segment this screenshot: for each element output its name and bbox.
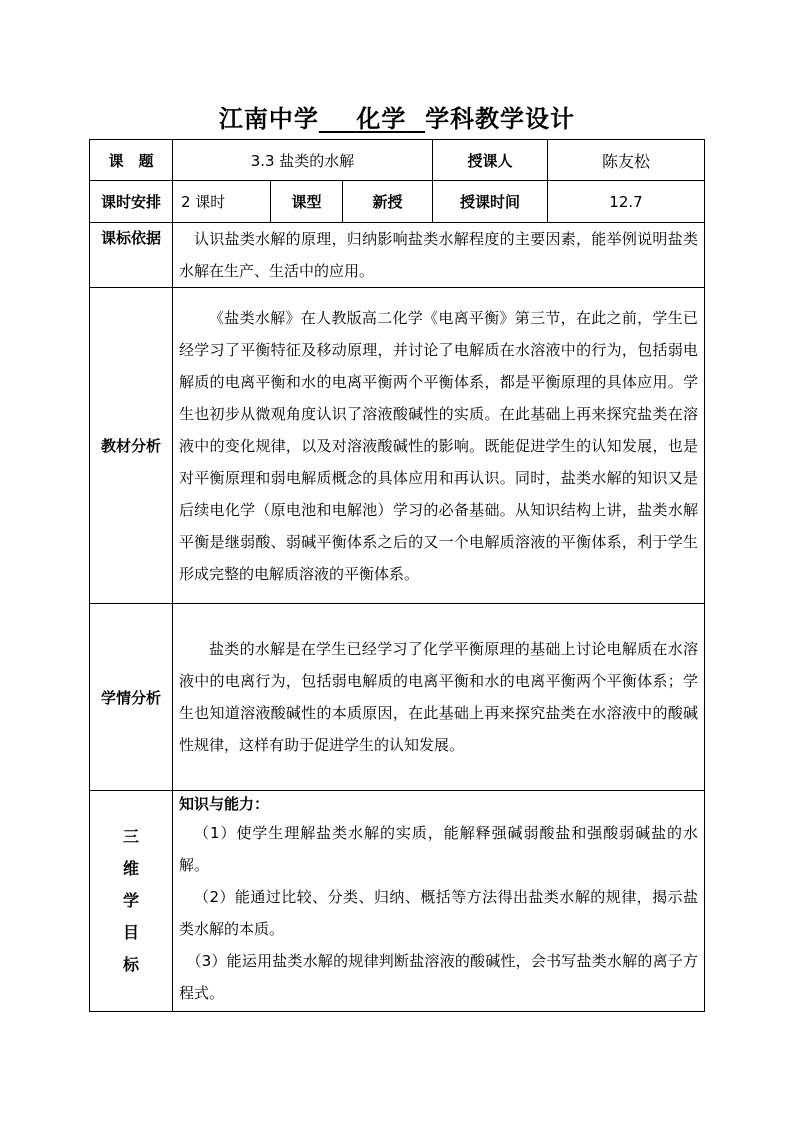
teacher-value: 陈友松	[548, 140, 705, 181]
row-standard	[90, 223, 705, 288]
lesson-plan-table	[89, 139, 705, 1012]
title-school: 江南中学	[218, 105, 319, 133]
standard-text: 认识盐类水解的原理，归纳影响盐类水解程度的主要因素，能举例说明盐类水解在生产、生活中的应用。	[179, 230, 698, 280]
type-value: 新授	[343, 181, 433, 223]
students-text: 盐类的水解是在学生已经学习了化学平衡原理的基础上讨论电解质在水溶液中的电离行为，包括弱电解质的电离平衡和水的电离平衡两个平衡体系；学生也知道溶液酸碱性的本质原因，在此基础上再来探究盐类在水溶液中的酸碱性规律，这样有助于促进学生的认知发展。	[179, 640, 698, 754]
goals-heading: 知识与能力：	[179, 795, 270, 813]
topic-label: 课 题	[90, 140, 173, 181]
textbook-label: 教材分析	[90, 288, 173, 604]
document-title	[0, 102, 794, 136]
goals-label-char: 标	[122, 955, 139, 974]
row-goals	[90, 791, 705, 1012]
goals-label	[90, 791, 173, 1012]
textbook-text: 《盐类水解》在人教版高二化学《电离平衡》第三节，在此之前，学生已经学习了平衡特征及移动原理，并讨论了电解质在水溶液中的行为，包括弱电解质的电离平衡和水的电离平衡两个平衡体系，都是平衡原理的具体应用。学生也初步从微观角度认识了溶液酸碱性的实质。在此基础上再来探究盐类在溶液中的变化规律，以及对溶液酸碱性的影响。既能促进学生的认知发展，也是对平衡原理和弱电解质概念的具体应用和再认识。同时，盐类水解的知识又是后续电化学（原电池和电解池）学习的必备基础。从知识结构上讲，盐类水解平衡是继弱酸、弱碱平衡体系之后的又一个电解质溶液的平衡体系，利于学生形成完整的电解质溶液的平衡体系。	[179, 308, 698, 583]
topic-value: 3.3 盐类的水解	[173, 140, 433, 181]
row-topic	[90, 140, 705, 181]
type-label: 课型	[271, 181, 343, 223]
title-suffix: 学科教学设计	[425, 105, 576, 133]
students-label: 学情分析	[90, 604, 173, 791]
goals-label-char: 学	[122, 891, 139, 910]
hours-value: 2 课时	[173, 181, 271, 223]
standard-label: 课标依据	[90, 223, 173, 288]
goal-item: （3）能运用盐类水解的规律判断盐溶液的酸碱性，会书写盐类水解的离子方程式。	[179, 952, 698, 1002]
row-schedule	[90, 181, 705, 223]
goal-item: （1）使学生理解盐类水解的实质，能解释强碱弱酸盐和强酸弱碱盐的水解。	[179, 824, 698, 874]
goals-label-char: 目	[122, 923, 139, 942]
goals-label-char: 三	[122, 827, 139, 846]
teacher-label: 授课人	[433, 140, 548, 181]
goals-label-char: 维	[122, 859, 139, 878]
hours-label: 课时安排	[90, 181, 173, 223]
row-textbook	[90, 288, 705, 604]
title-subject: 化学	[356, 105, 407, 133]
time-label: 授课时间	[433, 181, 548, 223]
goal-item: （2）能通过比较、分类、归纳、概括等方法得出盐类水解的规律，揭示盐类水解的本质。	[179, 888, 698, 938]
time-value: 12.7	[548, 181, 705, 223]
title-subject-blank	[319, 102, 425, 136]
row-students	[90, 604, 705, 791]
